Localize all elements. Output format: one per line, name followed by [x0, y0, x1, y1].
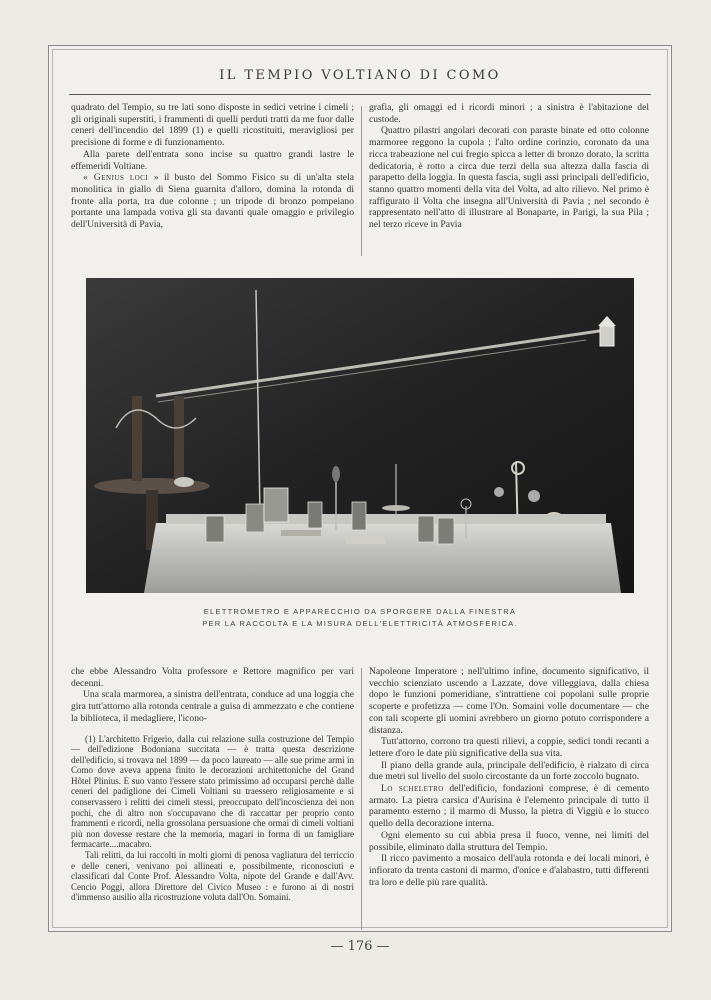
bottom-right-column [369, 666, 649, 888]
paragraph: Napoleone Imperatore ; nell'ultimo infine, documento significativo, il vecchio scienziato uscendo a Lazzate, dove villeggiava, dalla chiesa dopo le funzioni pomeridiane, s'intrattiene coi popolani sulle proprie scoperte e profetizza — come l'On. Somaini volle documentare — che con tali scoperte gli uomini avrebbero un giorno potuto corrispondere a distanza. [369, 666, 649, 736]
caption-line-1: ELETTROMETRO E APPARECCHIO DA SPORGERE DALLA FINESTRA [203, 607, 517, 616]
paragraph: Ogni elemento su cui abbia presa il fuoco, venne, nei limiti del possibile, eliminato dalla struttura del Tempio. [369, 829, 649, 853]
column-separator [361, 106, 362, 256]
footnote-paragraph: (1) L'architetto Frigerio, dalla cui relazione sulla costruzione del Tempio — dell'edizione Bodoniana succitata — è tratta questa descrizione dell'edificio, si trovava nel 1899 — da poco laureato — alle sue prime armi in Como dove aveva appena finito le decorazioni architettoniche del Grand Hôtel Plinius. E suo vanto l'essere stato primissimo ad occuparsi perchè dalle ceneri del padiglione dei Cimeli Voltiani su traessero religiosamente e si conservassero i relitti dei cimeli stessi, preoccupato dell'incoscienza dei non pochi, che di altro non s'occupavano che di raccattar per proprio conto frammenti e ricordi, nella grossolana persuasione che ormai di cimeli voltiani più non dovesse restare che la memoria, magari in forma di un famigliare fermacarte....macabro. [71, 733, 354, 850]
bottom-left-column [71, 666, 354, 903]
paragraph: grafia, gli omaggi ed i ricordi minori ; a sinistra è l'abitazione del custode. [369, 102, 649, 125]
top-right-column [369, 102, 649, 231]
paragraph [71, 172, 354, 231]
running-head: IL TEMPIO VOLTIANO DI COMO [219, 68, 501, 83]
paragraph: Tutt'attorno, corrono tra questi rilievi, a coppie, sedici tondi recanti a lettere d'oro le date più significative della sua vita. [369, 736, 649, 759]
paragraph: Alla parete dell'entrata sono incise su quattro grandi lastre le effemeridi Voltiane. [71, 148, 354, 172]
paragraph-text: il busto del Sommo Fisico su di un'alta stela monolitica in giallo di Siena guarnita d'alloro, domina la rotonda di fronte alla porta, tra due colonne ; un tripode di bronzo pompeiano portante una lampada votiva gli sta davanti quale omaggio e privilegio dell'Università di Pavia, [71, 172, 354, 231]
page-number: — 176 — [330, 939, 390, 954]
paragraph: che ebbe Alessandro Volta professore e Rettore magnifico per vari decenni. [71, 666, 354, 689]
paragraph-text: dell'edificio, fondazioni comprese, è di cemento armato. La pietra carsica d'Aurisina è l'elemento principale di tutto il paramento esterno ; il marmo di Musso, la pietra di Viggiù e lo stucco quello della decorazione interna. [369, 783, 650, 830]
head-rule [69, 94, 651, 95]
figure-caption [49, 606, 671, 630]
paragraph: Quattro pilastri angolari decorati con paraste binate ed otto colonne marmoree reggono la cupola ; l'alto ordine corinzio, coronato da una ricca trabeazione nel cui fregio spicca a letter di bronzo dorato, la scritta dedicatoria, è rotto a circa due terzi della sua altezza dalla fascia di parapetto della loggia. In questa fascia, sugli assi principali dell'edificio, stanno quattro momenti della vita del Volta, ad alto rilievo. Nel primo è raffigurato il Volta che insegna all'Università di Pavia ; nel secondo è rappresentato nell'atto di illustrare al Bonaparte, in Parigi, la sua Pila ; nel terzo riceve in Pavia [369, 125, 649, 231]
paragraph [369, 783, 649, 830]
paragraph: Una scala marmorea, a sinistra dell'entrata, conduce ad una loggia che gira tutt'attorno alla rotonda centrale a guisa di ammezzato e che contiene la biblioteca, il medagliere, l'icono- [71, 689, 354, 724]
photograph-electrometer [86, 278, 634, 593]
footnote-paragraph: Tali relitti, da lui raccolti in molti giorni di penosa vagliatura del terriccio e delle ceneri, venivano poi allineati e, possibilmente, riconosciuti e classificati dal Conte Prof. Alessandro Volta, nipote del Grande e dall'Avv. Cencio Poggi, allora Direttore del Civico Museo : e furono ai di nostri d'immenso ausilio alla ricostruzione voluta dall'On. Somaini. [71, 850, 354, 903]
scheletro-lead: Lo scheletro [381, 783, 444, 795]
paragraph: Il piano della grande aula, principale dell'edificio, è rialzato di circa due metri sul livello del suolo circostante da un forte zoccolo bugnato. [369, 759, 649, 783]
apparatus-illustration [86, 278, 634, 593]
page-frame [48, 45, 672, 954]
paragraph: Il ricco pavimento a mosaico dell'aula rotonda e dei locali minori, è infiorato da trenta castoni di marmo, d'onice e d'alabastro, tutti differenti tra loro e delle più rare qualità. [369, 853, 649, 888]
top-left-column [71, 102, 354, 231]
column-separator [361, 668, 362, 930]
genius-loci-lead: « Genius loci » [83, 172, 159, 184]
caption-line-2: PER LA RACCOLTA E LA MISURA DELL'ELETTRICITÀ ATMOSFERICA. [202, 619, 518, 628]
footnote [71, 734, 354, 904]
paragraph: quadrato del Tempio, su tre lati sono disposte in sedici vetrine i cimeli ; gli originali superstiti, i frammenti di quelli perduti tratti da me fuor dalle ceneri dell'incendio del 1899 (1) e quelli ricostituiti, meravigliosi per precisione di forme e di funzionamento. [71, 102, 354, 149]
